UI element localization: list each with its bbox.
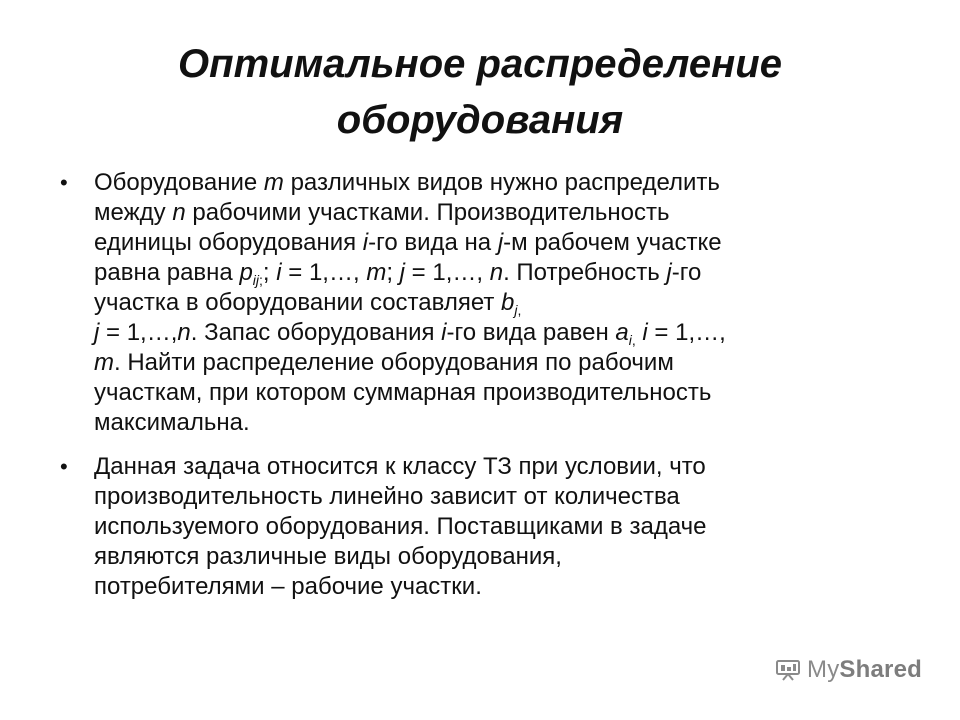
watermark-shared: Shared bbox=[839, 656, 922, 683]
bullet-text bbox=[94, 168, 890, 438]
bullet-line: используемого оборудования. Поставщиками в задаче bbox=[94, 513, 707, 540]
bullet-marker: • bbox=[60, 170, 68, 195]
bullet-line: максимальна. bbox=[94, 409, 250, 436]
bullet-marker: • bbox=[60, 454, 68, 479]
bullet-line: потребителями – рабочие участки. bbox=[94, 573, 482, 600]
watermark-my: My bbox=[807, 656, 840, 683]
bullet-line: являются различные виды оборудования, bbox=[94, 543, 562, 570]
bullet-line: m. Найти распределение оборудования по рабочим bbox=[94, 349, 674, 376]
title-line-2: оборудования bbox=[336, 98, 624, 142]
bullet-line: Данная задача относится к классу ТЗ при условии, что bbox=[94, 453, 706, 480]
bullet-list bbox=[60, 168, 890, 616]
bullet-line: Оборудование m различных видов нужно распределить bbox=[94, 169, 720, 196]
title-line-1: Оптимальное распределение bbox=[178, 42, 782, 86]
bullet-line: участкам, при котором суммарная производительность bbox=[94, 379, 712, 406]
bullet-line: равна равна $p_{ij;}$; i = 1,…, m; j = 1,…, n. Потребность j-го bbox=[94, 259, 702, 288]
bullet-item-1 bbox=[60, 168, 890, 438]
bullet-line: единицы оборудования i-го вида на j-м рабочем участке bbox=[94, 229, 722, 256]
bullet-text bbox=[94, 452, 890, 602]
slide-title bbox=[80, 36, 880, 148]
presentation-board-icon bbox=[775, 659, 801, 681]
bullet-line: производительность линейно зависит от количества bbox=[94, 483, 680, 510]
myshared-watermark bbox=[775, 656, 922, 684]
bullet-item-2 bbox=[60, 452, 890, 602]
watermark-text bbox=[807, 656, 922, 684]
bullet-line: между n рабочими участками. Производительность bbox=[94, 199, 670, 226]
bullet-line: j = 1,…,n. Запас оборудования i-го вида равен $a_{i,}$ i = 1,…, bbox=[94, 319, 726, 348]
bullet-line: участка в оборудовании составляет $b_{j,}$ bbox=[94, 289, 522, 318]
